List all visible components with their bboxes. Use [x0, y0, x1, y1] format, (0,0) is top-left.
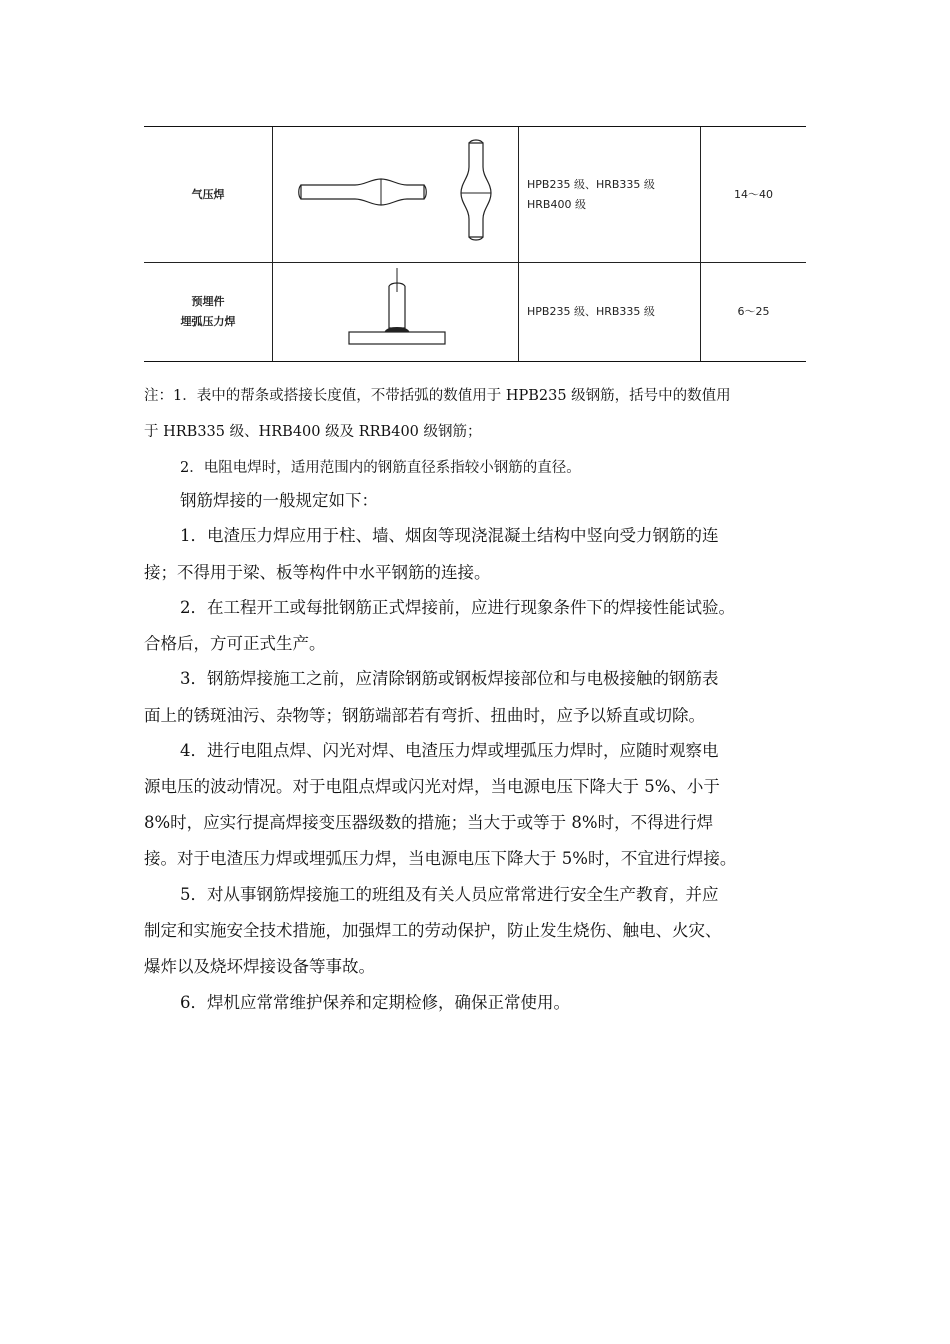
note-line: 注：1．表中的帮条或搭接长度值，不带括弧的数值用于 HPB235 级钢筋，括号中的数值用	[144, 388, 731, 404]
diagram-cell	[272, 127, 518, 262]
rule-line: 接。对于电渣压力焊或埋弧压力焊，当电源电压下降大于 5%时，不宜进行焊接。	[144, 849, 737, 868]
grade-text: HPB235 级、HRB335 级	[527, 304, 655, 318]
rule-line: 1．电渣压力焊应用于柱、墙、烟囱等现浇混凝土结构中竖向受力钢筋的连	[180, 526, 719, 545]
method-cell	[144, 262, 272, 361]
welding-table	[144, 126, 806, 362]
method-label: 预埋件 埋弧压力焊	[180, 294, 236, 328]
range-cell	[700, 127, 806, 262]
grade-cell	[518, 262, 700, 361]
rule-line: 6．焊机应常常维护保养和定期检修，确保正常使用。	[180, 993, 570, 1012]
range-cell	[700, 262, 806, 361]
note-line: 2．电阻电焊时，适用范围内的钢筋直径系指较小钢筋的直径。	[180, 460, 581, 476]
rule-line: 3．钢筋焊接施工之前，应清除钢筋或钢板焊接部位和与电极接触的钢筋表	[180, 669, 719, 688]
rule-line: 接；不得用于梁、板等构件中水平钢筋的连接。	[144, 563, 491, 582]
rule-line: 合格后，方可正式生产。	[144, 634, 326, 653]
table-row	[144, 262, 806, 361]
diagram-cell	[272, 262, 518, 361]
rule-line: 8%时，应实行提高焊接变压器级数的措施；当大于或等于 8%时，不得进行焊	[144, 813, 714, 832]
table-row	[144, 127, 806, 263]
grade-text: HPB235 级、HRB335 级 HRB400 级	[527, 177, 655, 211]
grade-cell	[518, 127, 700, 262]
rule-line: 2．在工程开工或每批钢筋正式焊接前，应进行现象条件下的焊接性能试验。	[180, 598, 735, 617]
gas-pressure-weld-diagram	[273, 127, 519, 262]
section-intro: 钢筋焊接的一般规定如下：	[180, 491, 378, 510]
method-label: 气压焊	[191, 187, 225, 201]
rule-line: 4．进行电阻点焊、闪光对焊、电渣压力焊或埋弧压力焊时，应随时观察电	[180, 741, 719, 760]
rule-line: 源电压的波动情况。对于电阻点焊或闪光对焊，当电源电压下降大于 5%、小于	[144, 777, 720, 796]
method-cell	[144, 127, 272, 262]
rule-line: 爆炸以及烧坏焊接设备等事故。	[144, 957, 375, 976]
rule-line: 面上的锈斑油污、杂物等；钢筋端部若有弯折、扭曲时，应予以矫直或切除。	[144, 706, 705, 725]
note-line: 于 HRB335 级、HRB400 级及 RRB400 级钢筋；	[144, 424, 482, 440]
range-text: 14～40	[734, 187, 773, 201]
rule-line: 制定和实施安全技术措施，加强焊工的劳动保护，防止发生烧伤、触电、火灾、	[144, 921, 722, 940]
rule-line: 5．对从事钢筋焊接施工的班组及有关人员应常常进行安全生产教育，并应	[180, 885, 719, 904]
range-text: 6～25	[737, 304, 770, 318]
embedded-arc-weld-diagram	[273, 262, 519, 361]
